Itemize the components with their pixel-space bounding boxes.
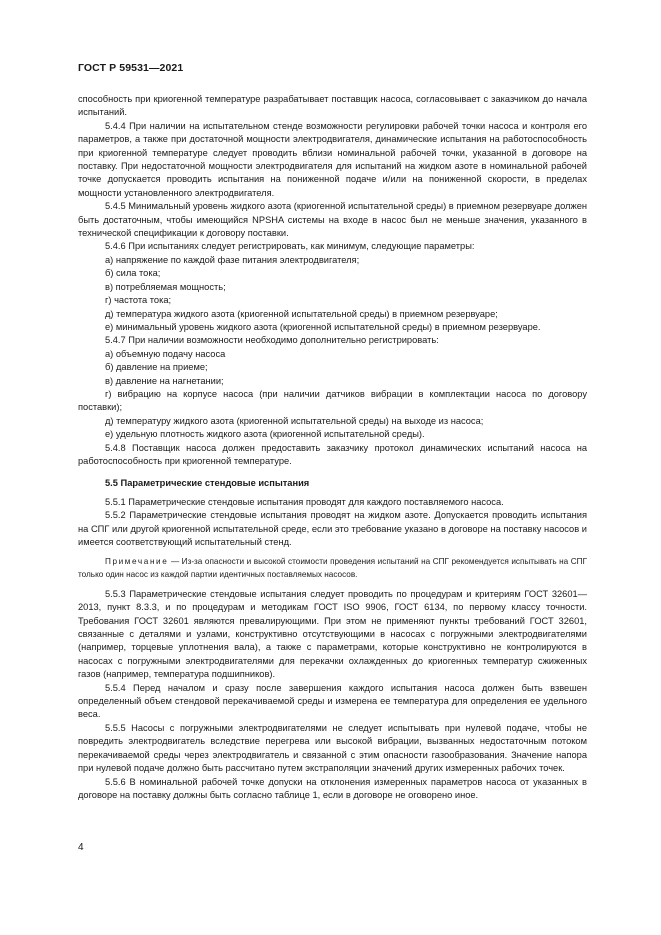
clause-5-5-5: 5.5.5 Насосы с погружными электродвигателями не следует испытывать при нулевой подаче, чтобы не повредить электродвигатель вследствие перегрева или высокой вибрации, вызванных недостаточным потоком перекачиваемой среды через электродвигатель и связанной с этим опасности газообразования. Значение напора при нулевой подаче должно быть рассчитано путем экстраполяции значений других измеренных рабочих точек. (78, 722, 587, 774)
list-item: а) объемную подачу насоса (105, 348, 226, 359)
list-item: б) сила тока; (105, 268, 161, 279)
paragraph-continuation: способность при криогенной температуре разрабатывает поставщик насоса, согласовывает с заказчиком до начала испытаний. (78, 94, 587, 118)
list-item: е) минимальный уровень жидкого азота (криогенной испытательной среды) в приемном резервуаре. (105, 321, 541, 332)
note-paragraph (78, 556, 587, 580)
clause-5-4-7: 5.4.7 При наличии возможности необходимо дополнительно регистрировать: (105, 335, 439, 346)
clause-5-4-5: 5.4.5 Минимальный уровень жидкого азота (криогенной испытательной среды) в приемном резервуаре должен быть достаточным, чтобы имеющийся NPSHA системы на входе в насос был не меньше значения, указанного в технической спецификации к договору поставки. (78, 201, 587, 239)
document-code-header: ГОСТ Р 59531—2021 (78, 62, 184, 74)
clause-5-4-6: 5.4.6 При испытаниях следует регистрировать, как минимум, следующие параметры: (105, 241, 475, 252)
list-item: в) потребляемая мощность; (105, 281, 226, 292)
list-item: е) удельную плотность жидкого азота (криогенной испытательной среды). (105, 429, 425, 440)
list-item: д) температуру жидкого азота (криогенной испытательной среды) на выходе из насоса; (105, 415, 484, 426)
clause-5-5-4: 5.5.4 Перед началом и сразу после завершения каждого испытания насоса должен быть взвешен определенный объем стендовой перекачиваемой среды и измерена ее температура для определения ее удельного веса. (78, 682, 587, 720)
list-item: г) частота тока; (105, 295, 172, 306)
note-text: — Из-за опасности и высокой стоимости проведения испытаний на СПГ рекомендуется испытывать на СПГ только один насос из каждой партии идентичных поставляемых насосов. (78, 557, 587, 579)
clause-5-5-2: 5.5.2 Параметрические стендовые испытания проводят на жидком азоте. Допускается проводить испытания на СПГ или другой криогенной испытательной среде, если это требование указано в договоре на поставку насосов и имеется соответствующий испытательный стенд. (78, 510, 587, 547)
list-item: г) вибрацию на корпусе насоса (при наличии датчиков вибрации в комплектации насоса по договору поставки); (78, 388, 587, 413)
list-item: б) давление на приеме; (105, 362, 208, 373)
clause-5-5-6: 5.5.6 В номинальной рабочей точке допуски на отклонения измеренных параметров насоса от указанных в договоре на поставку должны быть согласно таблице 1, если в договоре не оговорено иное. (78, 776, 587, 800)
list-item: д) температура жидкого азота (криогенной испытательной среды) в приемном резервуаре; (105, 308, 498, 319)
page-body (78, 93, 587, 802)
clause-5-5-3: 5.5.3 Параметрические стендовые испытания следует проводить по процедурам и критериям ГОСТ 32601—2013, пункт 8.3.3, и по процедурам и методикам ГОСТ ISO 9906, ГОСТ 6134, по первому классу точности. Требования ГОСТ 32601 являются превалирующими. При этом не применяют пункты требований ГОСТ 32601, связанные с деталями и узлами, конструктивно отсутствующими в насосах с погружными электродвигателями (например, торцевые уплотнения вала), а также с параметрами, которые конструктивно не контролируются в насосах с погружными электродвигателями для перекачки охлажденных до криогенных температур сжиженных газов (например, температура подшипников). (78, 588, 587, 680)
page-number: 4 (78, 842, 84, 853)
section-heading-5-5: 5.5 Параметрические стендовые испытания (105, 478, 310, 489)
list-item: в) давление на нагнетании; (105, 375, 224, 386)
clause-5-4-4: 5.4.4 При наличии на испытательном стенде возможности регулировки рабочей точки насоса и контроля его параметров, а также при достаточной мощности электродвигателя, динамические испытания на работоспособность при криогенной температуре следует проводить вблизи номинальной рабочей точки, указанной в договоре на поставку. При недостаточной мощности электродвигателя для испытаний на жидком азоте в номинальной рабочей точке допускается проводить испытания на пониженной подаче и/или на пониженной скорости, в пределах мощности установленного электродвигателя. (78, 120, 587, 198)
list-item: а) напряжение по каждой фазе питания электродвигателя; (105, 254, 360, 265)
note-label: Примечание (105, 557, 169, 567)
clause-5-4-8: 5.4.8 Поставщик насоса должен предоставить заказчику протокол динамических испытаний насоса на работоспособность при криогенной температуре. (78, 442, 587, 466)
clause-5-5-1: 5.5.1 Параметрические стендовые испытания проводят для каждого поставляемого насоса. (105, 496, 504, 507)
